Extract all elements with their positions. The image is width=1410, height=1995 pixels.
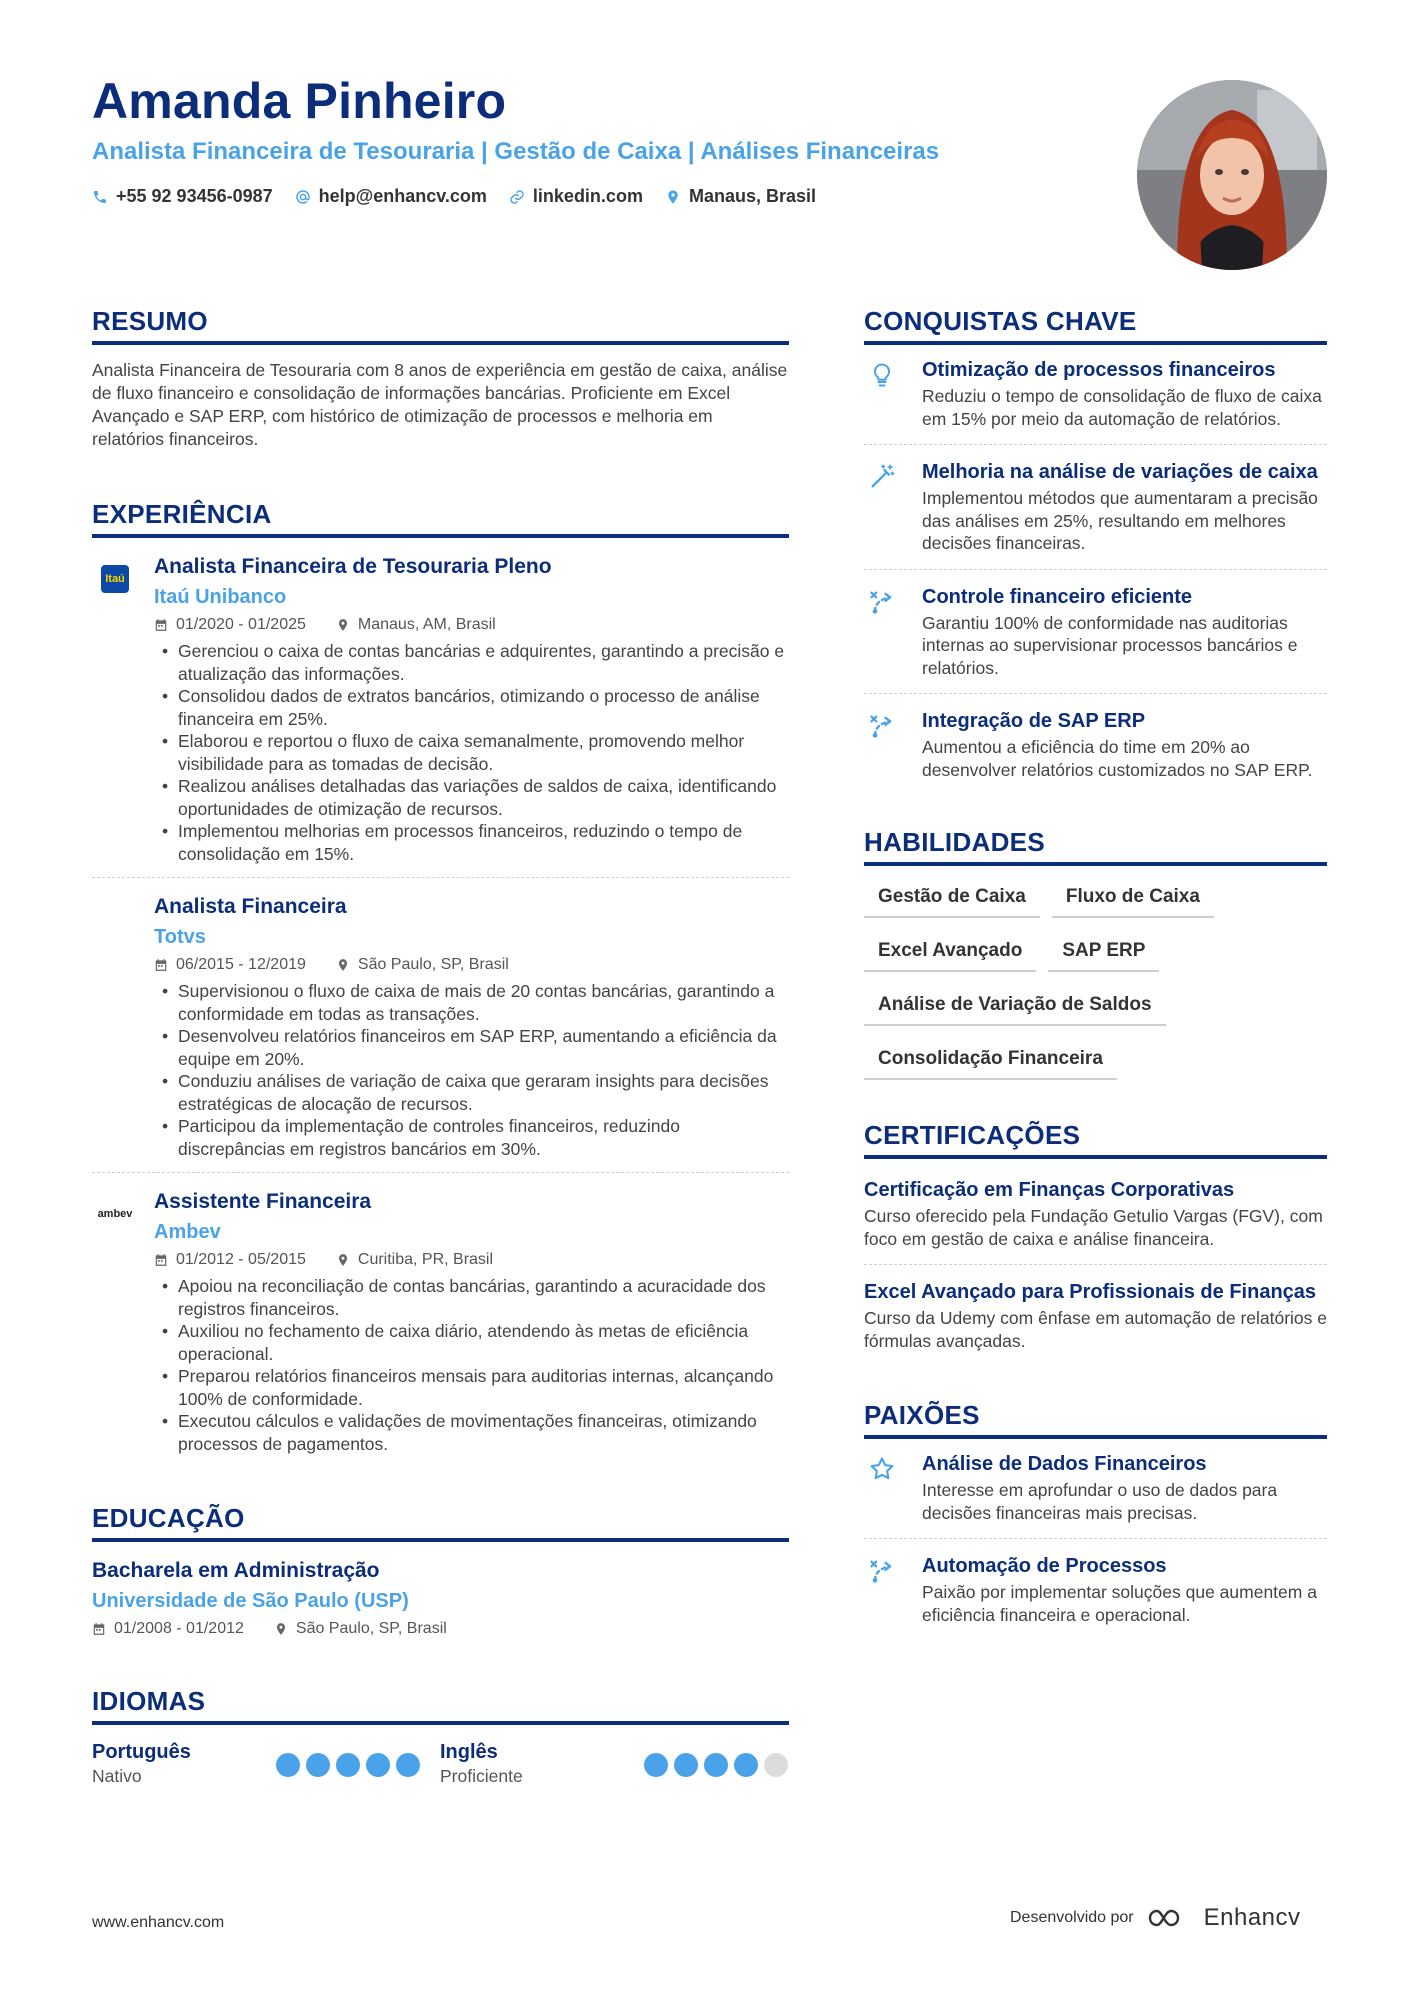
education-meta — [92, 1616, 789, 1642]
left-column — [92, 306, 789, 1787]
languages-section — [92, 1686, 789, 1787]
itau-logo-text: Itaú — [105, 573, 125, 585]
rating-dot-filled — [276, 1753, 300, 1777]
location-icon — [274, 1622, 288, 1636]
rating-dot-filled — [704, 1753, 728, 1777]
job-bullet: • Realizou análises detalhadas das variações de saldos de caixa, identificando oportunidades de otimização de recursos. — [154, 775, 789, 820]
footer-branding — [1010, 1904, 1301, 1932]
rating-dot-filled — [306, 1753, 330, 1777]
achievements-section — [864, 306, 1327, 795]
degree: Bacharela em Administração — [92, 1559, 380, 1582]
language-name: Inglês — [440, 1741, 498, 1763]
language-level: Proficiente — [440, 1766, 523, 1786]
job-entry — [92, 1172, 789, 1467]
skill-tag: SAP ERP — [1048, 934, 1159, 972]
linkedin-text: linkedin.com — [532, 186, 643, 206]
lightbulb-icon — [868, 361, 896, 389]
rating-dot-filled — [734, 1753, 758, 1777]
enhancv-brand: Enhancv — [1203, 1904, 1301, 1931]
job-bullets — [154, 1275, 789, 1455]
rating-dot-filled — [644, 1753, 668, 1777]
job-bullet: • Desenvolveu relatórios financeiros em SAP ERP, aumentando a eficiência da equipe em 20%. — [154, 1025, 789, 1070]
calendar-icon — [154, 618, 168, 632]
certification-title: Excel Avançado para Profissionais de Finanças — [864, 1281, 1317, 1303]
job-meta — [154, 1247, 789, 1273]
job-bullet: • Gerenciou o caixa de contas bancárias e adquirentes, garantindo a precisão e atualização das informações. — [154, 640, 789, 685]
job-entry — [92, 877, 789, 1172]
job-bullets — [154, 980, 789, 1160]
job-bullet: • Auxiliou no fechamento de caixa diário, atendendo às metas de eficiência operacional. — [154, 1320, 789, 1365]
achievement-item — [864, 569, 1327, 694]
achievement-item — [864, 444, 1327, 569]
job-bullet: • Implementou melhorias em processos financeiros, reduzindo o tempo de consolidação em 15%. — [154, 820, 789, 865]
job-bullet: • Consolidou dados de extratos bancários, otimizando o processo de análise financeira em 25%. — [154, 685, 789, 730]
skill-tag: Consolidação Financeira — [864, 1042, 1117, 1080]
certification-desc: Curso oferecido pela Fundação Getulio Vargas (FGV), com foco em gestão de caixa e análise financeira. — [864, 1206, 1323, 1249]
company-logo — [92, 1191, 138, 1237]
right-column — [864, 306, 1327, 1640]
passion-item — [864, 1538, 1327, 1640]
enhancv-logo-icon — [1146, 1906, 1192, 1930]
language-level: Nativo — [92, 1766, 142, 1786]
achievement-title: Controle financeiro eficiente — [922, 585, 1193, 608]
company-logo — [92, 556, 138, 602]
summary-section — [92, 306, 789, 451]
skill-tag: Gestão de Caixa — [864, 880, 1040, 918]
footer-website[interactable]: www.enhancv.com — [92, 1914, 225, 1931]
job-location: Curitiba, PR, Brasil — [357, 1251, 494, 1268]
link-icon — [509, 189, 525, 205]
candidate-name: Amanda Pinheiro — [92, 73, 507, 129]
skill-tag: Excel Avançado — [864, 934, 1036, 972]
job-bullet: • Conduziu análises de variação de caixa que geraram insights para decisões estratégicas de alocação de recursos. — [154, 1070, 789, 1115]
job-bullet: • Apoiou na reconciliação de contas bancárias, garantindo a acuracidade dos registros financeiros. — [154, 1275, 789, 1320]
contact-location — [665, 186, 816, 207]
achievement-item — [864, 693, 1327, 795]
contact-phone[interactable] — [92, 186, 273, 207]
achievement-desc: Implementou métodos que aumentaram a precisão das análises em 25%, resultando em melhores decisões financeiras. — [922, 488, 1318, 553]
star-icon — [868, 1455, 896, 1483]
experience-title: EXPERIÊNCIA — [92, 499, 789, 538]
job-bullet: • Supervisionou o fluxo de caixa de mais de 20 contas bancárias, garantindo a conformidade em todas as transações. — [154, 980, 789, 1025]
calendar-icon — [154, 1253, 168, 1267]
phone-text: +55 92 93456-0987 — [116, 186, 273, 206]
calendar-icon — [154, 958, 168, 972]
ambev-logo-text: ambev — [97, 1208, 133, 1220]
location-icon — [336, 958, 350, 972]
language-name: Português — [92, 1741, 191, 1763]
certification-title: Certificação em Finanças Corporativas — [864, 1179, 1235, 1201]
passion-title: Automação de Processos — [922, 1555, 1167, 1577]
job-location: Manaus, AM, Brasil — [357, 616, 496, 633]
skills-title: HABILIDADES — [864, 827, 1327, 866]
rating-dot-filled — [366, 1753, 390, 1777]
headline: Analista Financeira de Tesouraria | Gestão de Caixa | Análises Financeiras — [92, 138, 940, 165]
language-item — [440, 1739, 788, 1787]
passions-section — [864, 1400, 1327, 1640]
job-entry — [92, 552, 789, 877]
company-logo — [92, 896, 138, 942]
contact-linkedin[interactable] — [509, 186, 643, 207]
summary-title: RESUMO — [92, 306, 789, 345]
profile-photo — [1137, 80, 1327, 270]
job-bullet: • Executou cálculos e validações de movimentações financeiras, otimizando processos de pagamentos. — [154, 1410, 789, 1455]
job-bullet: • Preparou relatórios financeiros mensais para auditorias internas, alcançando 100% de conformidade. — [154, 1365, 789, 1410]
skill-tag: Fluxo de Caixa — [1052, 880, 1214, 918]
powered-by-text: Desenvolvido por — [1010, 1909, 1134, 1926]
magic-wand-icon — [868, 463, 896, 491]
achievement-desc: Reduziu o tempo de consolidação de fluxo de caixa em 15% por meio da automação de relatórios. — [922, 386, 1322, 429]
certifications-section — [864, 1120, 1327, 1366]
education-dates: 01/2008 - 01/2012 — [114, 1620, 244, 1637]
job-bullet: • Elaborou e reportou o fluxo de caixa semanalmente, promovendo melhor visibilidade para as tomadas de decisão. — [154, 730, 789, 775]
certification-desc: Curso da Udemy com ênfase em automação de relatórios e fórmulas avançadas. — [864, 1308, 1328, 1351]
strategy-icon — [868, 1557, 896, 1585]
location-icon — [336, 1253, 350, 1267]
job-company: Totvs — [154, 926, 206, 948]
job-bullet: • Participou da implementação de controles financeiros, reduzindo discrepâncias em registros bancários em 30%. — [154, 1115, 789, 1160]
location-icon — [665, 189, 681, 205]
contact-email[interactable] — [295, 186, 487, 207]
rating-dot-filled — [336, 1753, 360, 1777]
job-company: Itaú Unibanco — [154, 586, 287, 608]
language-item — [92, 1739, 440, 1787]
job-title: Analista Financeira de Tesouraria Pleno — [154, 555, 552, 578]
job-bullets — [154, 640, 789, 865]
strategy-icon — [868, 712, 896, 740]
calendar-icon — [92, 1622, 106, 1636]
rating-dot-empty — [764, 1753, 788, 1777]
passion-title: Análise de Dados Financeiros — [922, 1453, 1207, 1475]
achievements-title: CONQUISTAS CHAVE — [864, 306, 1327, 345]
location-icon — [336, 618, 350, 632]
job-dates: 01/2020 - 01/2025 — [176, 616, 306, 633]
achievement-desc: Aumentou a eficiência do time em 20% ao desenvolver relatórios customizados no SAP ERP. — [922, 737, 1313, 780]
language-rating — [644, 1753, 788, 1787]
job-location: São Paulo, SP, Brasil — [357, 956, 509, 973]
achievement-item — [864, 349, 1327, 444]
education-location: São Paulo, SP, Brasil — [295, 1620, 447, 1637]
achievement-title: Integração de SAP ERP — [922, 710, 1146, 732]
job-company: Ambev — [154, 1221, 221, 1243]
phone-icon — [92, 189, 108, 205]
certification-item — [864, 1264, 1327, 1366]
experience-section — [92, 499, 789, 1467]
rating-dot-filled — [674, 1753, 698, 1777]
passion-desc: Interesse em aprofundar o uso de dados para decisões financeiras mais precisas. — [922, 1480, 1278, 1523]
passion-item — [864, 1443, 1327, 1538]
certification-item — [864, 1173, 1327, 1264]
job-meta — [154, 612, 789, 638]
contact-bar — [92, 186, 816, 207]
education-title: EDUCAÇÃO — [92, 1503, 789, 1542]
skills-section — [864, 827, 1327, 1080]
school: Universidade de São Paulo (USP) — [92, 1590, 409, 1612]
job-title: Assistente Financeira — [154, 1190, 372, 1213]
language-rating — [276, 1753, 420, 1787]
location-text: Manaus, Brasil — [688, 186, 816, 206]
passions-title: PAIXÕES — [864, 1400, 1327, 1439]
summary-text: Analista Financeira de Tesouraria com 8 anos de experiência em gestão de caixa, análise de fluxo financeiro e consolidação de informações bancárias. Proficiente em Excel Avançado e SAP ERP, com histórico de otimização de processos e melhoria em relatórios financeiros. — [92, 360, 788, 449]
job-dates: 06/2015 - 12/2019 — [176, 956, 306, 973]
certifications-title: CERTIFICAÇÕES — [864, 1120, 1327, 1159]
job-title: Analista Financeira — [154, 895, 347, 918]
achievement-desc: Garantiu 100% de conformidade nas auditorias internas ao supervisionar processos bancários e relatórios. — [922, 612, 1298, 678]
skill-tag: Análise de Variação de Saldos — [864, 988, 1166, 1026]
job-meta — [154, 952, 789, 978]
achievement-title: Otimização de processos financeiros — [922, 359, 1276, 381]
email-text: help@enhancv.com — [318, 186, 487, 206]
languages-title: IDIOMAS — [92, 1686, 789, 1725]
education-section — [92, 1503, 789, 1642]
at-icon — [295, 189, 311, 205]
rating-dot-filled — [396, 1753, 420, 1777]
strategy-icon — [868, 588, 896, 616]
achievement-title: Melhoria na análise de variações de caixa — [922, 461, 1318, 483]
job-dates: 01/2012 - 05/2015 — [176, 1251, 306, 1268]
passion-desc: Paixão por implementar soluções que aumentem a eficiência financeira e operacional. — [922, 1582, 1317, 1625]
